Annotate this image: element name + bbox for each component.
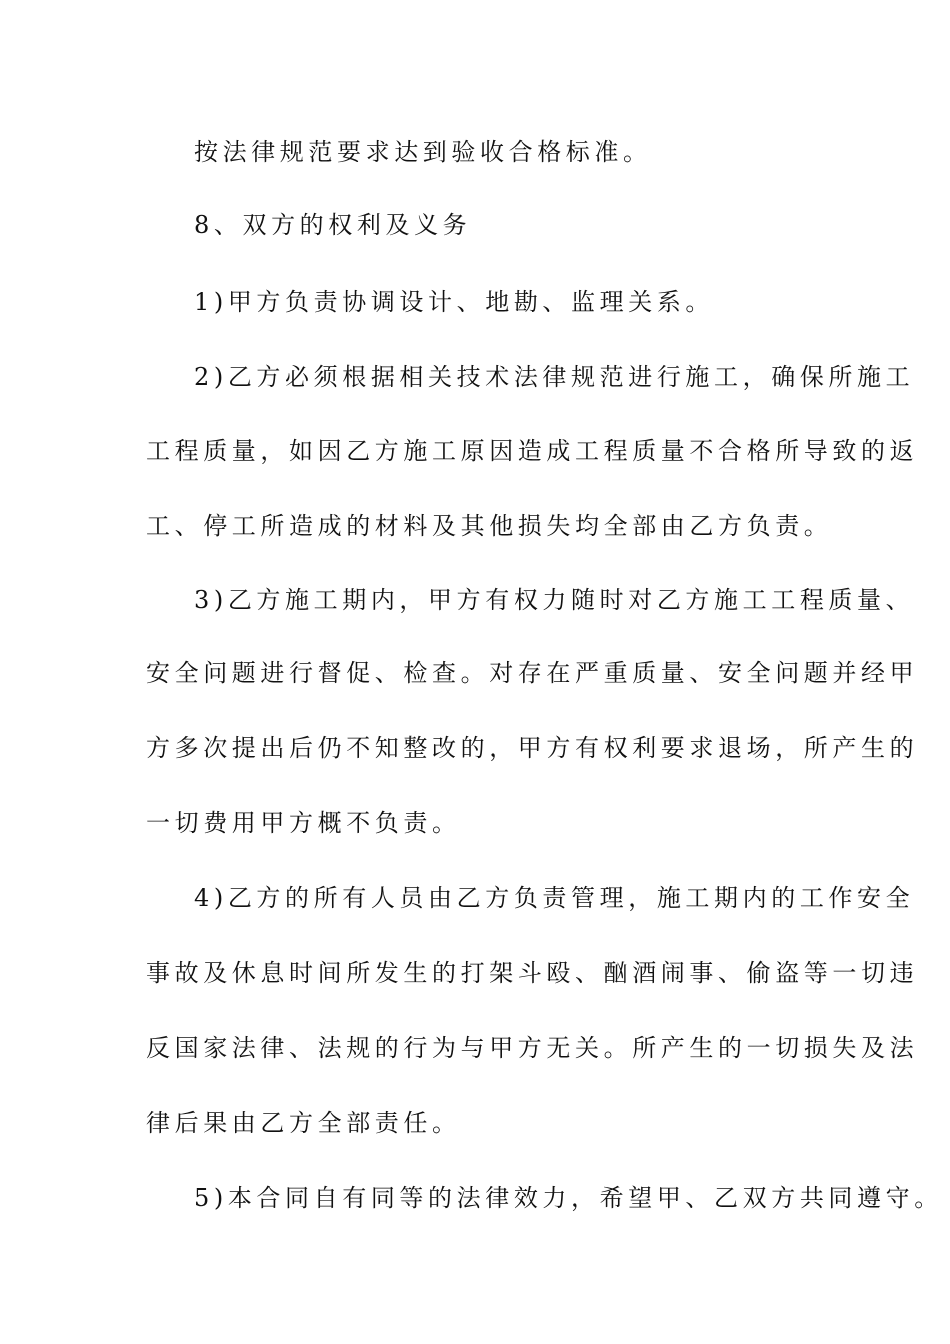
clause-3-line-1: 3)乙方施工期内，甲方有权力随时对乙方施工工程质量、 (194, 586, 915, 614)
clause-3-line-4: 一切费用甲方概不负责。 (146, 809, 461, 837)
clause-5: 5)本合同自有同等的法律效力，希望甲、乙双方共同遵守。 (194, 1184, 943, 1212)
clause-4-line-2: 事故及休息时间所发生的打架斗殴、酗酒闹事、偷盗等一切违 (146, 959, 919, 987)
clause-4-line-3: 反国家法律、法规的行为与甲方无关。所产生的一切损失及法 (146, 1034, 919, 1062)
clause-2-line-2: 工程质量，如因乙方施工原因造成工程质量不合格所导致的返 (146, 437, 919, 465)
clause-3-line-3: 方多次提出后仍不知整改的，甲方有权利要求退场，所产生的 (146, 734, 919, 762)
clause-2-line-3: 工、停工所造成的材料及其他损失均全部由乙方负责。 (146, 512, 833, 540)
clause-3-line-2: 安全问题进行督促、检查。对存在严重质量、安全问题并经甲 (146, 659, 919, 687)
paragraph-line: 按法律规范要求达到验收合格标准。 (194, 138, 652, 166)
clause-2-line-1: 2)乙方必须根据相关技术法律规范进行施工，确保所施工 (194, 363, 915, 391)
clause-4-line-4: 律后果由乙方全部责任。 (146, 1109, 461, 1137)
clause-4-line-1: 4)乙方的所有人员由乙方负责管理，施工期内的工作安全 (194, 884, 915, 912)
section-heading: 8、双方的权利及义务 (194, 211, 472, 239)
clause-1: 1)甲方负责协调设计、地勘、监理关系。 (194, 288, 715, 316)
